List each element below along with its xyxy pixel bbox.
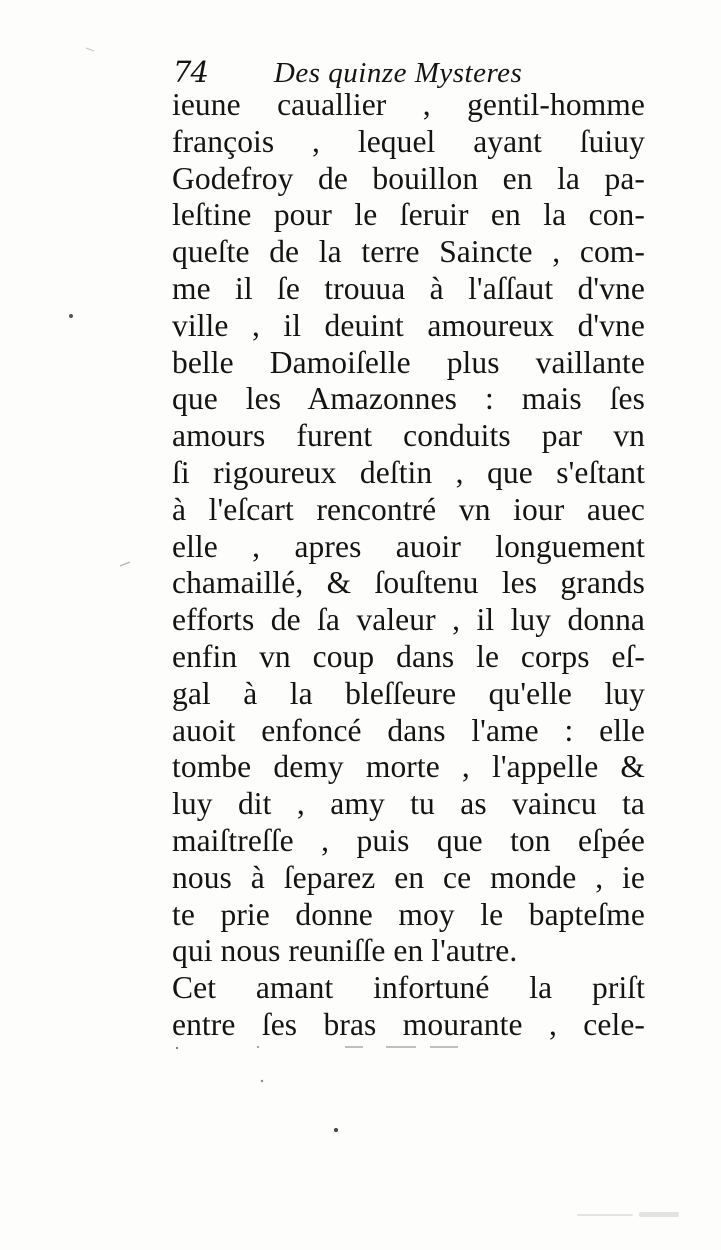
text-line: ville , il deuint amoureux d'vne xyxy=(172,307,645,343)
text-line: françois , lequel ayant ſuiuy xyxy=(172,123,645,159)
text-line: tombe demy morte , l'appelle & xyxy=(172,749,645,785)
text-line: leſtine pour le ſeruir en la con- xyxy=(172,197,645,233)
text-line: chamaillé, & ſouſtenu les grands xyxy=(172,565,645,601)
text-line: enfin vn coup dans le corps eſ- xyxy=(172,638,645,674)
text-line: belle Damoiſelle plus vaillante xyxy=(172,344,645,380)
text-line: me il ſe trouua à l'aſſaut d'vne xyxy=(172,270,645,306)
text-line: auoit enfoncé dans l'ame : elle xyxy=(172,712,645,748)
running-head-title: Des quinze Mysteres xyxy=(273,57,523,89)
text-line: te prie donne moy le bapteſme xyxy=(172,896,645,932)
text-line: à l'eſcart rencontré vn iour auec xyxy=(172,491,645,527)
text-line: elle , apres auoir longuement xyxy=(172,528,645,564)
text-line: amours furent conduits par vn xyxy=(172,418,645,454)
scan-watermark-icon xyxy=(577,1209,681,1221)
body-text xyxy=(172,86,645,1043)
text-line: Cet amant infortuné la priſt xyxy=(172,970,645,1006)
page-number: 74 xyxy=(173,55,208,89)
text-line: que les Amazonnes : mais ſes xyxy=(172,381,645,417)
text-line: qui nous reuniſſe en l'autre. xyxy=(172,933,518,969)
text-line: gal à la bleſſeure qu'elle luy xyxy=(172,675,645,711)
text-line: ſi rigoureux deſtin , que s'eſtant xyxy=(172,454,645,490)
text-line: entre ſes bras mourante , cele- xyxy=(172,1006,645,1042)
text-line: maiſtreſſe , puis que ton eſpée xyxy=(172,822,645,858)
text-line: Godefroy de bouillon en la pa- xyxy=(172,160,645,196)
text-line: queſte de la terre Saincte , com- xyxy=(172,234,645,270)
text-line: ieune cauallier , gentil-homme xyxy=(172,87,645,122)
text-line: luy dit , amy tu as vaincu ta xyxy=(172,786,645,822)
watermark xyxy=(577,1209,681,1224)
text-line: efforts de ſa valeur , il luy donna xyxy=(172,602,645,638)
text-line: nous à ſeparez en ce monde , ie xyxy=(172,859,645,895)
